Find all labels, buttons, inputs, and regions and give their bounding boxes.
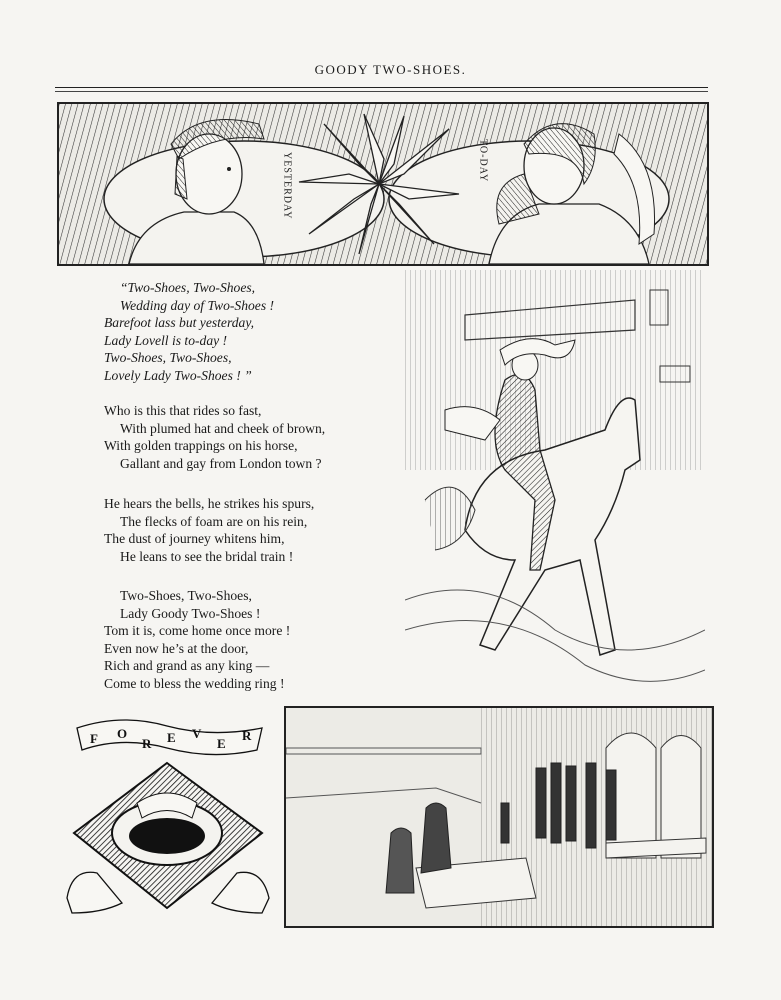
poem-line: He hears the bells, he strikes his spurs, xyxy=(104,496,315,511)
forever-letter: R xyxy=(142,736,152,751)
poem-stanza-4 xyxy=(104,587,394,692)
header-rule xyxy=(55,87,708,88)
poem-line: With golden trappings on his horse, xyxy=(104,438,298,453)
forever-letter: E xyxy=(217,736,226,751)
today-label: TO-DAY xyxy=(477,139,489,183)
poem-line: Lovely Lady Two-Shoes ! ” xyxy=(104,367,252,383)
poem-line: Who is this that rides so fast, xyxy=(104,403,262,418)
church-scene-illustration xyxy=(284,706,714,928)
poem-stanza-1 xyxy=(104,279,394,384)
poem-line: Lady Goody Two-Shoes ! xyxy=(120,605,261,621)
poem-line: Tom it is, come home once more ! xyxy=(104,623,291,638)
poem-line: “Two-Shoes, Two-Shoes, xyxy=(120,280,256,295)
forever-letter: O xyxy=(117,726,128,741)
poem-line: Gallant and gay from London town ? xyxy=(120,455,322,471)
poem-line: Two-Shoes, Two-Shoes, xyxy=(104,350,232,365)
poem-line: He leans to see the bridal train ! xyxy=(120,548,294,564)
poem-line: Barefoot lass but yesterday, xyxy=(104,315,255,330)
poem-line: Wedding day of Two-Shoes ! xyxy=(120,297,275,313)
yesterday-label: YESTERDAY xyxy=(281,152,293,220)
header-rule-thin xyxy=(55,91,708,92)
forever-emblem xyxy=(62,708,274,923)
yesterday-today-banner xyxy=(57,102,709,266)
rider-illustration xyxy=(405,270,705,695)
forever-letter: V xyxy=(192,726,202,741)
poem-line: Come to bless the wedding ring ! xyxy=(104,675,285,691)
poem-line: Even now he’s at the door, xyxy=(104,640,249,656)
forever-letter: F xyxy=(90,731,98,746)
forever-letter: E xyxy=(167,730,176,745)
poem-line: The dust of journey whitens him, xyxy=(104,531,285,546)
forever-letter: R xyxy=(242,728,252,743)
poem-line: Lady Lovell is to-day ! xyxy=(104,332,228,348)
poem-line: The flecks of foam are on his rein, xyxy=(120,513,308,529)
poem-stanza-3 xyxy=(104,495,394,565)
poem-line: With plumed hat and cheek of brown, xyxy=(120,420,326,436)
poem-stanza-2 xyxy=(104,402,394,472)
poem-line: Rich and grand as any king — xyxy=(104,658,270,673)
poem-line: Two-Shoes, Two-Shoes, xyxy=(120,588,252,603)
running-head: GOODY TWO-SHOES. xyxy=(314,62,467,77)
